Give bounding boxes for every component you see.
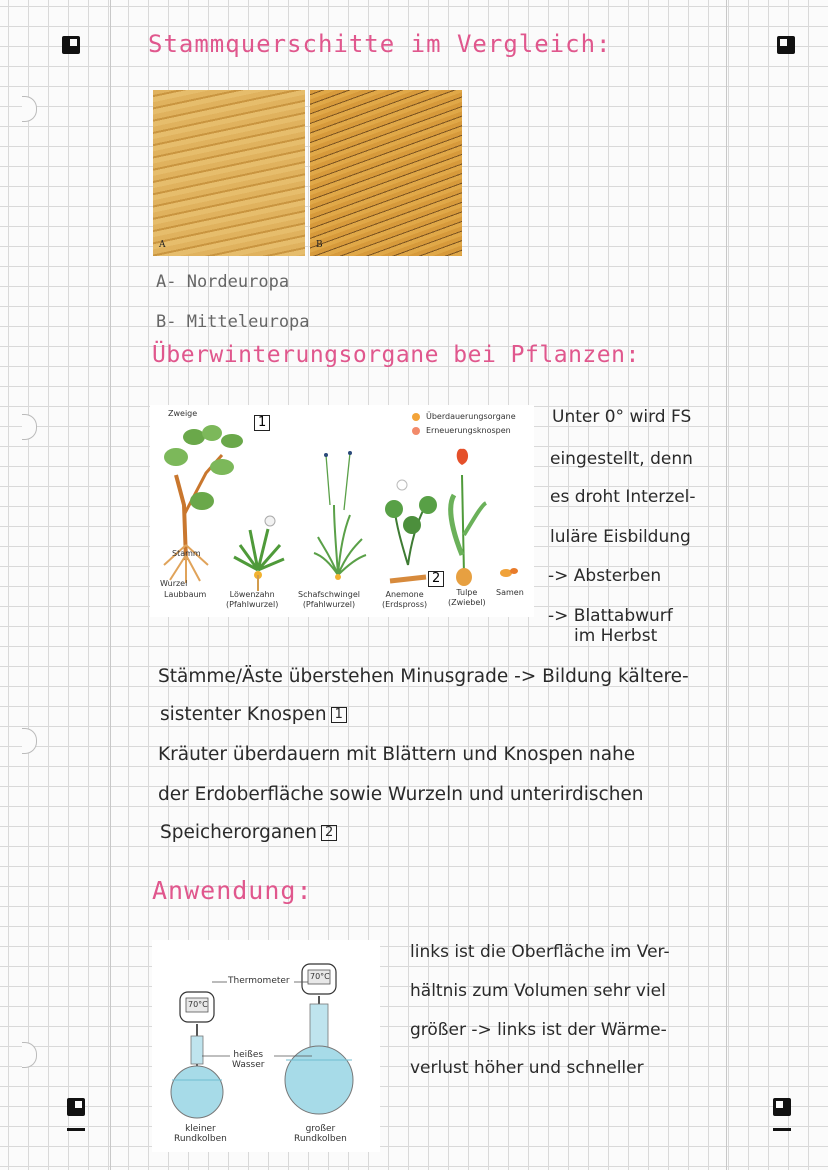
label-loewenzahn: Löwenzahn (Pfahlwurzel) (226, 590, 279, 609)
flask-illustration (152, 940, 380, 1152)
side-note-line: -> Blattabwurf (548, 606, 673, 626)
corner-bar-bottom-left (67, 1128, 85, 1131)
application-note-line: hältnis zum Volumen sehr viel (410, 981, 666, 1001)
body-line: sistenter Knospen 1 (160, 704, 347, 725)
label-thermometer: Thermometer (228, 976, 290, 986)
flask-experiment-figure (152, 940, 380, 1152)
wood-cross-section-a (153, 90, 305, 256)
figure-box-2: 2 (428, 571, 444, 587)
figure-box-1: 1 (254, 415, 270, 431)
body-line: der Erdoberfläche sowie Wurzeln und unterirdischen (158, 784, 644, 805)
application-note-line: verlust höher und schneller (410, 1058, 644, 1078)
side-note-line: es droht Interzel- (550, 487, 696, 507)
application-note-line: größer -> links ist der Wärme- (410, 1020, 667, 1040)
wood-label-a: A (159, 240, 166, 250)
label-small-flask: kleiner Rundkolben (174, 1124, 227, 1144)
side-note-line: luläre Eisbildung (550, 527, 691, 547)
wood-caption-a: A- Nordeuropa (156, 272, 290, 292)
label-samen: Samen (496, 588, 524, 597)
section-heading-application: Anwendung: (152, 876, 313, 905)
margin-line-right (726, 0, 727, 1170)
plant-overwintering-figure (150, 405, 534, 617)
label-stamm: Stamm (172, 549, 201, 558)
label-hot-water: heißes Wasser (232, 1050, 265, 1070)
corner-mark-top-right (777, 36, 795, 54)
label-schafschwingel: Schafschwingel (Pfahlwurzel) (298, 590, 360, 609)
legend-overwintering-organs: Überdauerungsorgane (426, 412, 516, 421)
label-laubbaum: Laubbaum (164, 590, 207, 599)
corner-mark-bottom-left (67, 1098, 85, 1116)
label-large-flask: großer Rundkolben (294, 1124, 347, 1144)
thermometer-display-left: 70°C (188, 1000, 208, 1009)
body-box-2: 2 (321, 825, 337, 841)
wood-label-b: B (316, 240, 323, 250)
label-wurzel: Wurzel (160, 579, 188, 588)
label-tulpe: Tulpe (Zwiebel) (448, 588, 486, 607)
punch-hole (22, 1042, 37, 1068)
body-line: Stämme/Äste überstehen Minusgrade -> Bildung kältere- (158, 666, 689, 687)
wood-caption-b: B- Mitteleuropa (156, 312, 310, 332)
thermometer-display-right: 70°C (310, 972, 330, 981)
side-note-line: Unter 0° wird FS (552, 407, 692, 427)
punch-hole (22, 728, 37, 754)
side-note-line: -> Absterben (548, 566, 662, 586)
side-note-line: im Herbst (574, 626, 658, 646)
punch-hole (22, 96, 37, 122)
punch-hole (22, 414, 37, 440)
plant-illustration (150, 405, 534, 617)
corner-mark-bottom-right (773, 1098, 791, 1116)
legend-renewal-buds: Erneuerungsknospen (426, 426, 511, 435)
corner-bar-bottom-right (773, 1128, 791, 1131)
corner-mark-top-left (62, 36, 80, 54)
label-anemone: Anemone (Erdspross) (382, 590, 428, 609)
body-line: Speicherorganen 2 (160, 822, 337, 843)
body-line: Kräuter überdauern mit Blättern und Knospen nahe (158, 744, 636, 765)
section-heading-overwintering: Überwinterungsorgane bei Pflanzen: (152, 342, 640, 368)
margin-line-left (110, 0, 111, 1170)
label-zweige: Zweige (168, 409, 198, 418)
page-title: Stammquerschitte im Vergleich: (148, 30, 612, 58)
body-box-1: 1 (331, 707, 347, 723)
application-note-line: links ist die Oberfläche im Ver- (410, 942, 670, 962)
side-note-line: eingestellt, denn (550, 449, 693, 469)
wood-cross-section-b (310, 90, 462, 256)
